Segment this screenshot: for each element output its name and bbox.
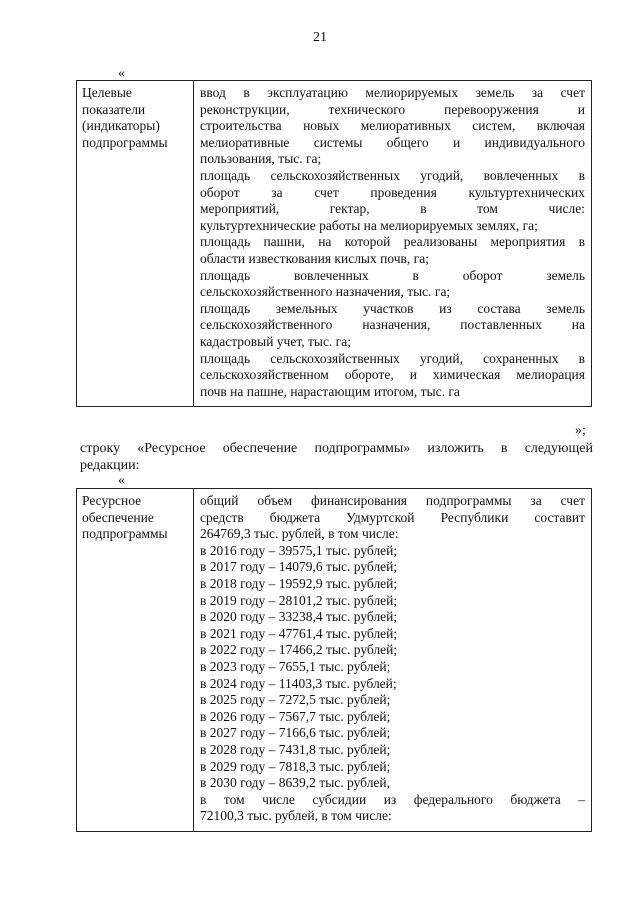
text-line: в 2024 году – 11403,3 тыс. рублей; (200, 675, 397, 691)
text-line: площадь сельскохозяйственных угодий, вовлеченных в (200, 167, 585, 183)
resource-provision-table (76, 488, 592, 832)
text-line: показатели (82, 101, 146, 117)
text-line: в 2020 году – 33238,4 тыс. рублей; (200, 609, 398, 625)
page-number: 21 (313, 30, 327, 45)
opening-quote-1: « (118, 66, 125, 81)
text-line: в 2028 году – 7431,8 тыс. рублей; (200, 741, 391, 757)
text-line: реконструкции, технического перевооружения и (200, 101, 585, 117)
table-row (77, 489, 592, 832)
text-line: площадь земельных участков из состава земель (200, 300, 585, 316)
text-line: оборот за счет проведения культуртехнических (200, 184, 585, 200)
opening-quote-2: « (118, 473, 125, 488)
text-line: в 2025 году – 7272,5 тыс. рублей; (200, 692, 391, 708)
text-line: редакции: (80, 458, 140, 473)
text-line: площадь пашни, на которой реализованы мероприятия в (200, 234, 585, 250)
text-line: площадь сельскохозяйственных угодий, сохраненных в (200, 350, 585, 366)
text-line: в 2029 году – 7818,3 тыс. рублей; (200, 758, 391, 774)
text-line: подпрограммы (82, 134, 168, 150)
text-line: в 2016 году – 39575,1 тыс. рублей; (200, 542, 398, 558)
text-line: сельскохозяйственного назначения, тыс. га; (200, 284, 451, 300)
text-line: строку «Ресурсное обеспечение подпрограммы» изложить в следующей (80, 441, 593, 456)
text-line: пользования, тыс. га; (200, 151, 322, 167)
text-line: средств бюджета Удмуртской Республики составит (200, 509, 585, 525)
resource-label-cell (77, 489, 194, 832)
text-line: общий объем финансирования подпрограммы за счет (200, 493, 585, 508)
text-line: культуртехнические работы на мелиорируемых землях, га; (200, 217, 538, 233)
text-line: Ресурсное (82, 493, 142, 508)
text-line: (индикаторы) (82, 118, 160, 134)
text-line: в 2030 году – 8639,2 тыс. рублей, (200, 775, 391, 791)
amendment-paragraph (80, 440, 593, 474)
text-line: кадастровый учет, тыс. га; (200, 333, 351, 349)
indicators-label-cell (77, 81, 194, 407)
text-line: площадь вовлеченных в оборот земель (200, 267, 585, 283)
text-line: в 2019 году – 28101,2 тыс. рублей; (200, 592, 398, 608)
text-line: строительства новых мелиоративных систем, включая (200, 118, 585, 134)
text-line: в 2021 году – 47761,4 тыс. рублей; (200, 625, 398, 641)
text-line: подпрограммы (82, 526, 168, 542)
text-line: в 2027 году – 7166,6 тыс. рублей; (200, 725, 391, 741)
indicators-content-cell (194, 81, 592, 407)
target-indicators-table (76, 80, 592, 407)
text-line: 264769,3 тыс. рублей, в том числе: (200, 526, 399, 542)
text-line: мероприятий, гектар, в том числе: (200, 201, 585, 217)
closing-quote: »; (575, 423, 586, 438)
text-line: 72100,3 тыс. рублей, в том числе: (200, 808, 392, 824)
text-line: сельскохозяйственного назначения, поставленных на (200, 317, 585, 333)
resource-content-cell (194, 489, 592, 832)
text-line: области известкования кислых почв, га; (200, 250, 429, 266)
text-line: в 2022 году – 17466,2 тыс. рублей; (200, 642, 398, 658)
text-line: почв на пашне, нарастающим итогом, тыс. га (200, 383, 460, 399)
text-line: сельскохозяйственном обороте, и химическая мелиорация (200, 367, 585, 383)
text-line: в 2018 году – 19592,9 тыс. рублей; (200, 575, 398, 591)
text-line: мелиоративные системы общего и индивидуального (200, 134, 585, 150)
table-row (77, 81, 592, 407)
text-line: ввод в эксплуатацию мелиорируемых земель за счет (200, 85, 585, 100)
text-line: в 2017 году – 14079,6 тыс. рублей; (200, 559, 398, 575)
text-line: в 2026 году – 7567,7 тыс. рублей; (200, 708, 391, 724)
text-line: Целевые (82, 85, 132, 100)
text-line: в 2023 году – 7655,1 тыс. рублей; (200, 658, 391, 674)
text-line: обеспечение (82, 509, 154, 525)
text-line: в том числе субсидии из федерального бюджета – (200, 791, 585, 807)
